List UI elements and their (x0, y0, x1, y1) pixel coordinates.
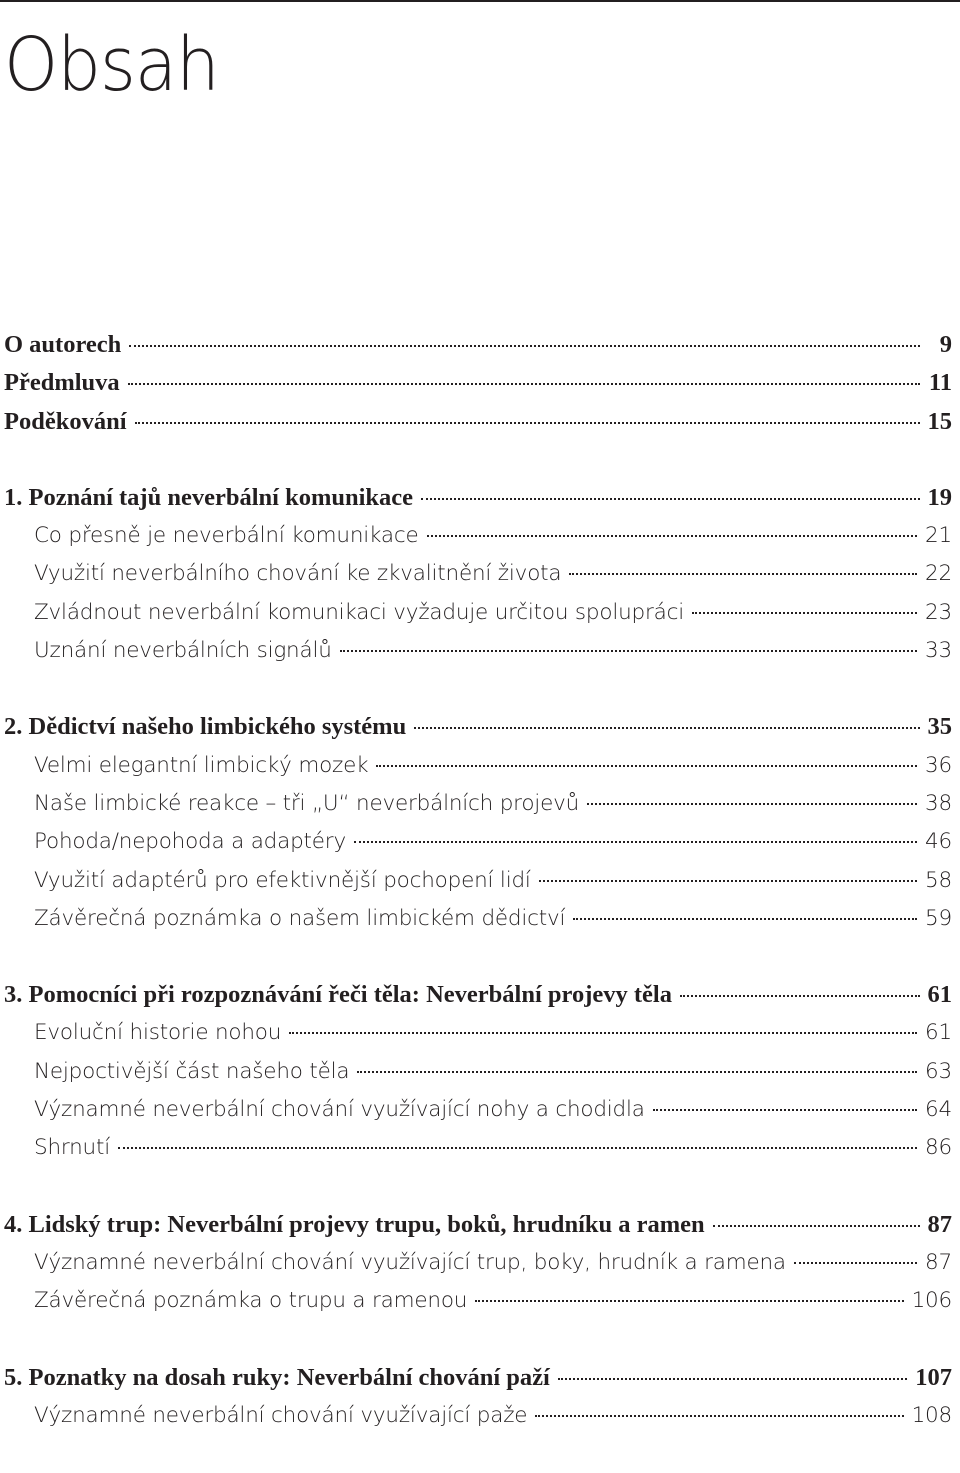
toc-section (4, 479, 952, 670)
page-title: Obsah (4, 22, 219, 108)
toc-subentry[interactable] (4, 1014, 952, 1052)
toc-entry-label: 4. Lidský trup: Neverbální projevy trupu, boků, hrudníku a ramen (4, 1210, 705, 1238)
toc-subentry[interactable] (4, 900, 952, 938)
toc-page-number: 36 (925, 752, 952, 778)
dot-leader (794, 1249, 917, 1269)
toc-entry-label: 5. Poznatky na dosah ruky: Neverbální chování paží (4, 1363, 550, 1391)
toc-entry-label: Velmi elegantní limbický mozek (34, 752, 369, 778)
toc-subentry[interactable] (4, 517, 952, 555)
toc-subentry[interactable] (4, 862, 952, 900)
toc-entry-label: Významné neverbální chování využívající trup, boky, hrudník a ramena (34, 1249, 786, 1275)
dot-leader (713, 1212, 920, 1232)
toc-page-number: 19 (927, 483, 952, 511)
toc-page-number: 86 (925, 1135, 952, 1161)
dot-leader (135, 409, 920, 429)
toc-page-number: 33 (925, 638, 952, 664)
toc-subentry[interactable] (4, 1244, 952, 1282)
toc-section (4, 976, 952, 1167)
dot-leader (539, 867, 917, 887)
dot-leader (475, 1287, 903, 1307)
toc-subentry[interactable] (4, 785, 952, 823)
table-of-contents (4, 326, 952, 1473)
toc-entry-label: 1. Poznání tajů neverbální komunikace (4, 483, 414, 511)
toc-page-number: 38 (925, 790, 952, 816)
toc-subentry[interactable] (4, 555, 952, 593)
dot-leader (680, 982, 920, 1002)
toc-entry-label: Co přesně je neverbální komunikace (34, 523, 419, 549)
toc-section (4, 708, 952, 938)
toc-page-number: 87 (927, 1210, 952, 1238)
toc-subentry[interactable] (4, 1129, 952, 1167)
toc-page-number: 9 (939, 331, 952, 358)
toc-entry-label: Evoluční historie nohou (34, 1020, 282, 1046)
dot-leader (653, 1096, 917, 1116)
toc-section (4, 1359, 952, 1436)
dot-leader (340, 637, 917, 657)
toc-page-number: 15 (927, 407, 952, 435)
toc-entry-label: Významné neverbální chování využívající paže (34, 1402, 528, 1428)
toc-subentry[interactable] (4, 1282, 952, 1320)
toc-page-number: 35 (927, 713, 952, 741)
toc-subentry[interactable] (4, 1053, 952, 1091)
toc-entry-label: Pohoda/nepohoda a adaptéry (34, 829, 346, 855)
toc-page-number: 61 (925, 1020, 952, 1046)
toc-section (4, 1206, 952, 1321)
toc-entry-label: Využití adaptérů pro efektivnější pochopení lidí (34, 867, 531, 893)
toc-page-number: 63 (925, 1058, 952, 1084)
toc-page-number: 23 (925, 599, 952, 625)
toc-chapter-entry[interactable] (4, 1359, 952, 1397)
dot-leader (118, 1134, 917, 1154)
dot-leader (289, 1019, 917, 1039)
dot-leader (587, 790, 917, 810)
toc-page-number: 87 (925, 1249, 952, 1275)
toc-page-number: 61 (927, 981, 952, 1009)
toc-entry-label: 3. Pomocníci při rozpoznávání řeči těla: Neverbální projevy těla (4, 981, 672, 1009)
toc-subentry[interactable] (4, 632, 952, 670)
toc-chapter-entry[interactable] (4, 479, 952, 517)
toc-subentry[interactable] (4, 1397, 952, 1435)
toc-subentry[interactable] (4, 1091, 952, 1129)
toc-page-number: 59 (925, 905, 952, 931)
dot-leader (354, 828, 917, 848)
dot-leader (558, 1365, 907, 1385)
dot-leader (421, 485, 919, 505)
dot-leader (376, 752, 917, 772)
toc-entry-label: O autorech (4, 331, 122, 358)
toc-page-number: 108 (911, 1402, 952, 1428)
dot-leader (692, 599, 917, 619)
toc-entry-label: Zvládnout neverbální komunikaci vyžaduje určitou spolupráci (34, 599, 684, 625)
toc-page-number: 106 (911, 1288, 952, 1314)
toc-page-number: 11 (928, 369, 952, 397)
toc-subentry[interactable] (4, 823, 952, 861)
toc-entry-label: Uznání neverbálních signálů (34, 638, 332, 664)
dot-leader (427, 522, 917, 542)
dot-leader (129, 332, 920, 352)
dot-leader (128, 370, 920, 390)
toc-subentry[interactable] (4, 747, 952, 785)
toc-chapter-entry[interactable] (4, 403, 952, 441)
toc-page-number: 107 (915, 1363, 952, 1391)
toc-entry-label: Závěrečná poznámka o našem limbickém dědictví (34, 905, 566, 931)
top-rule (0, 0, 960, 2)
toc-entry-label: Poděkování (4, 407, 127, 435)
dot-leader (535, 1402, 903, 1422)
toc-subentry[interactable] (4, 594, 952, 632)
dot-leader (414, 714, 919, 734)
toc-page-number: 22 (925, 561, 952, 587)
toc-entry-label: Závěrečná poznámka o trupu a ramenou (34, 1288, 468, 1314)
toc-entry-label: Shrnutí (34, 1135, 110, 1161)
toc-entry-label: Významné neverbální chování využívající nohy a chodidla (34, 1097, 645, 1123)
toc-entry-label: Předmluva (4, 369, 120, 397)
dot-leader (573, 905, 917, 925)
toc-entry-label: Využití neverbálního chování ke zkvalitnění života (34, 561, 562, 587)
dot-leader (357, 1058, 917, 1078)
toc-chapter-entry[interactable] (4, 326, 952, 364)
toc-entry-label: Nejpoctivější část našeho těla (34, 1058, 350, 1084)
dot-leader (569, 560, 917, 580)
toc-chapter-entry[interactable] (4, 364, 952, 402)
toc-page-number: 46 (925, 829, 952, 855)
toc-entry-label: Naše limbické reakce – tři „U“ neverbálních projevů (34, 790, 580, 816)
toc-chapter-entry[interactable] (4, 976, 952, 1014)
toc-chapter-entry[interactable] (4, 1206, 952, 1244)
toc-section (4, 326, 952, 441)
toc-page-number: 58 (925, 867, 952, 893)
toc-page-number: 21 (925, 523, 952, 549)
toc-page-number: 64 (925, 1097, 952, 1123)
toc-chapter-entry[interactable] (4, 708, 952, 746)
toc-entry-label: 2. Dědictví našeho limbického systému (4, 713, 407, 741)
